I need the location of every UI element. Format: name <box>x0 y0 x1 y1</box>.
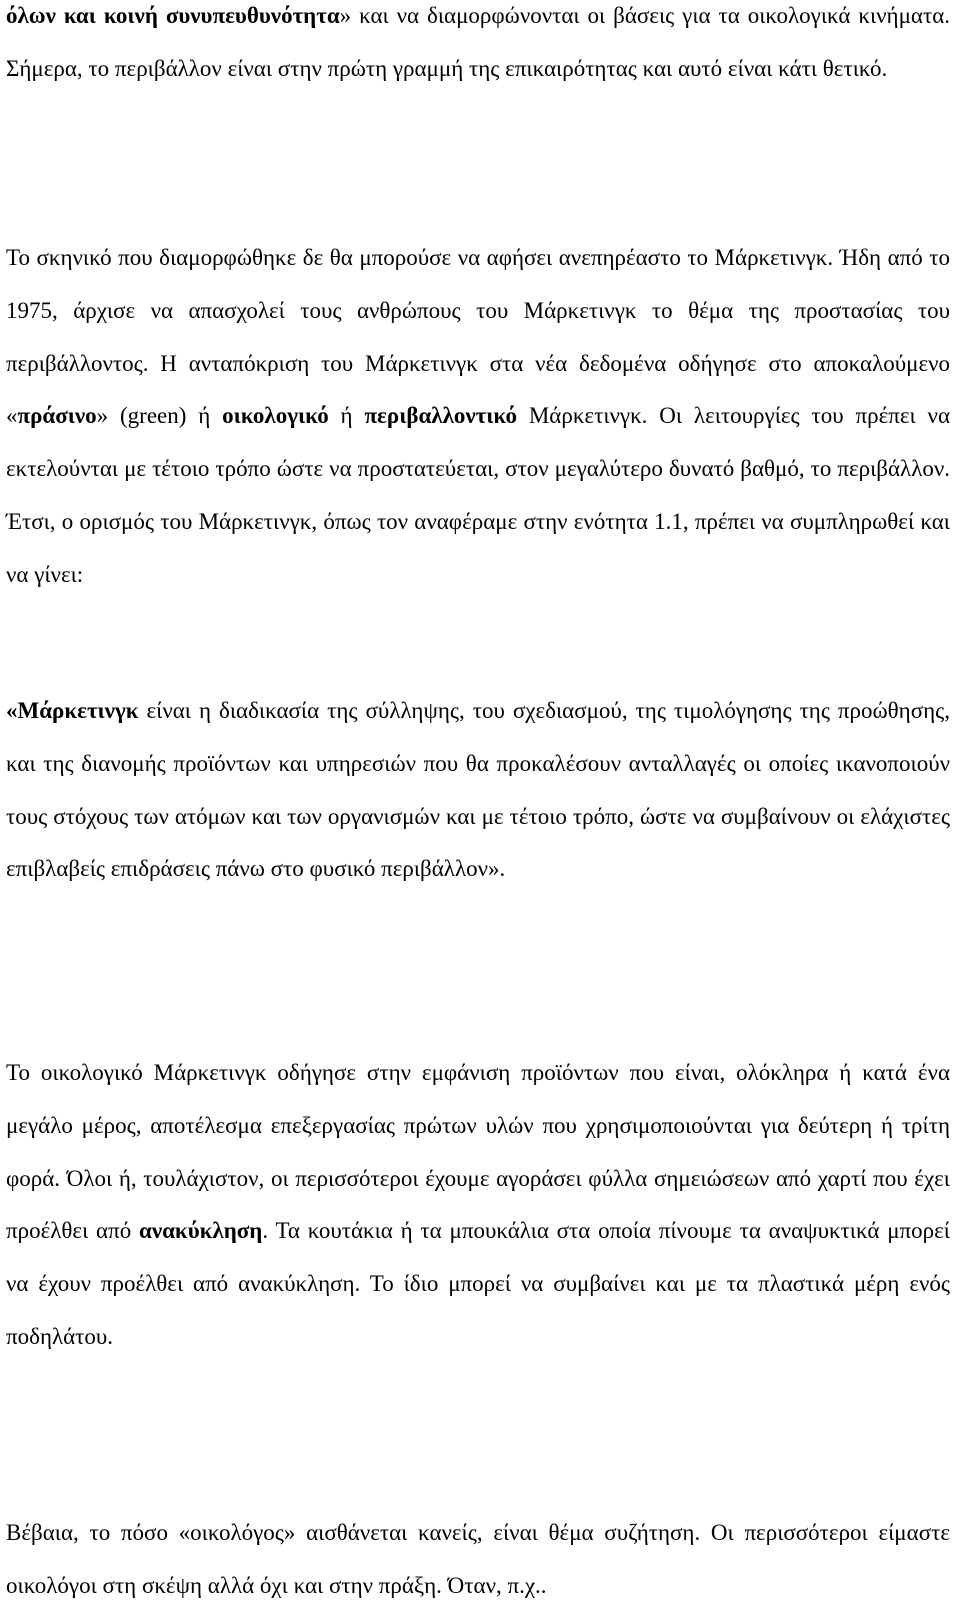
text-segment: » (green) ή <box>96 403 223 429</box>
paragraph-1 <box>6 0 950 96</box>
text-segment: » και να διαμορφώνονται οι βάσεις για τα οικολογικά κινήματα. Σήμερα, το περιβάλλον είναι στην πρώτη γραμμή της επικαιρότητας και αυτό είναι κάτι θετικό. <box>6 3 950 81</box>
bold-text: όλων και κοινή συνυπευθυνότητα <box>6 3 340 28</box>
text-segment: είναι η διαδικασία της σύλληψης, του σχεδιασμού, της τιμολόγησης της προώθησης, και της διανομής προϊόντων και υπηρεσιών που θα προκαλέσουν ανταλλαγές οι οποίες ικανοποιούν τους στόχους των ατόμων και των οργανισμών και με τέτοιο τρόπο, ώστε να συμβαίνουν οι ελάχιστες επιβλαβείς επιδράσεις πάνω στο φυσικό περιβάλλον». <box>6 698 950 882</box>
bold-text: πράσινο <box>17 403 97 429</box>
paragraph-4 <box>6 1047 950 1364</box>
text-segment: ή <box>328 403 365 429</box>
paragraph-5 <box>6 1507 950 1613</box>
text-segment: Μάρκετινγκ. Οι λειτουργίες του πρέπει να εκτελούνται με τέτοιο τρόπο ώστε να προστατεύεται, στον μεγαλύτερο δυνατό βαθμό, το περιβάλλον. Έτσι, ο ορισμός του Μάρκετινγκ, όπως τον αναφέραμε στην ενότητα 1.1, πρέπει να συμπληρωθεί και να γίνει: <box>6 403 950 587</box>
text-segment: . Τα κουτάκια ή τα μπουκάλια στα οποία πίνουμε τα αναψυκτικά μπορεί να έχουν προέλθει από ανακύκληση. Το ίδιο μπορεί να συμβαίνει και με τα πλαστικά μέρη ενός ποδηλάτου. <box>6 1218 950 1349</box>
text-segment: Το σκηνικό που διαμορφώθηκε δε θα μπορούσε να αφήσει ανεπηρέαστο το Μάρκετινγκ. Ήδη από το 1975, άρχισε να απασχολεί τους ανθρώπους του Μάρκετινγκ το θέμα της προστασίας του περιβάλλοντος. Η ανταπόκριση του Μάρκετινγκ στα νέα δεδομένα οδήγησε στο αποκαλούμενο « <box>6 245 950 429</box>
text-segment: Βέβαια, το πόσο «οικολόγος» αισθάνεται κανείς, είναι θέμα συζήτηση. Οι περισσότεροι είμαστε οικολόγοι στη σκέψη αλλά όχι και στην πράξη. Όταν, π.χ.. <box>6 1520 950 1598</box>
text-segment: Το οικολογικό Μάρκετινγκ οδήγησε στην εμφάνιση προϊόντων που είναι, ολόκληρα ή κατά ένα μεγάλο μέρος, αποτέλεσμα επεξεργασίας πρώτων υλών που χρησιμοποιούνται για δεύτερη ή τρίτη φορά. Όλοι ή, τουλάχιστον, οι περισσότεροι έχουμε αγοράσει φύλλα σημειώσεων από χαρτί που έχει προέλθει από <box>6 1060 950 1244</box>
bold-text: περιβαλλοντικό <box>364 403 517 429</box>
bold-text: οικολογικό <box>222 403 329 429</box>
document-page <box>6 0 950 1598</box>
bold-text: «Μάρκετινγκ <box>6 698 139 723</box>
paragraph-3-definition <box>6 685 950 896</box>
paragraph-2 <box>6 232 950 602</box>
bold-text: ανακύκληση <box>138 1218 263 1244</box>
